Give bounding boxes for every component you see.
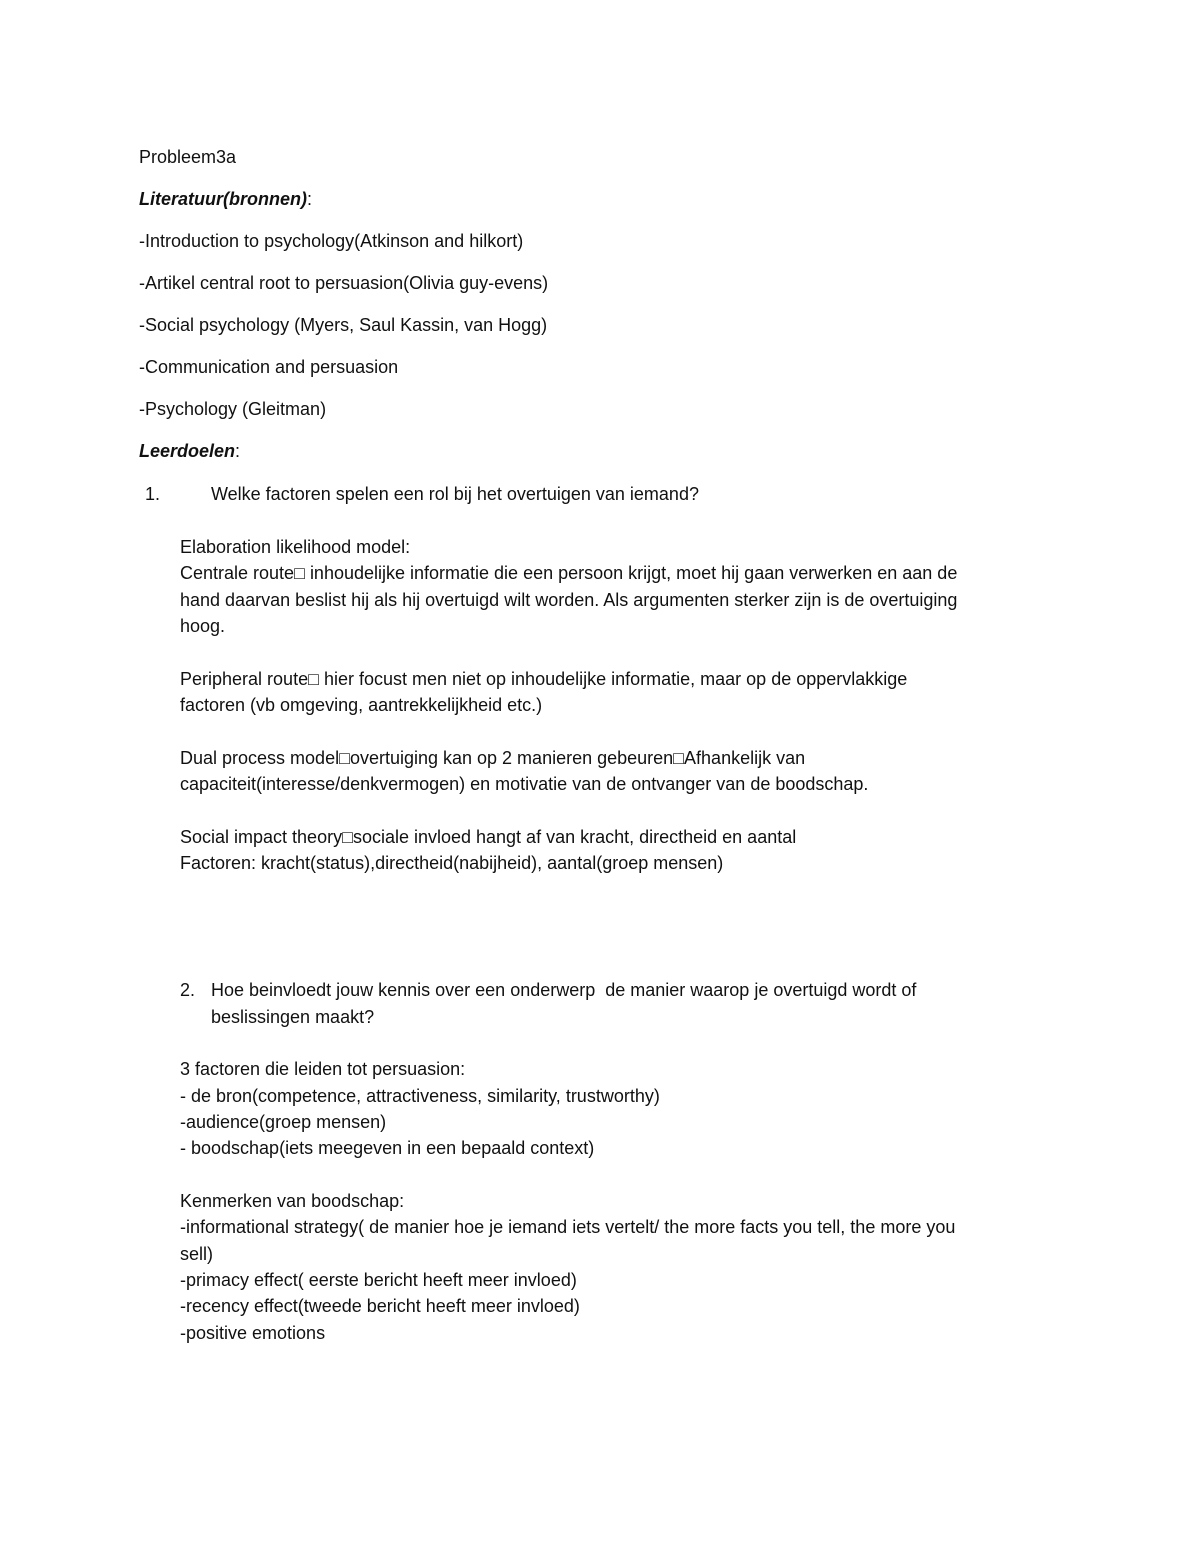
answer-line: hoog. (180, 616, 226, 636)
document-title: Probleem3a (139, 147, 237, 167)
answer-line: -recency effect(tweede bericht heeft meer invloed) (180, 1296, 580, 1316)
literature-colon: : (307, 189, 313, 209)
source-item: -Psychology (Gleitman) (139, 399, 327, 419)
answer-line: -audience(groep mensen) (180, 1112, 387, 1132)
question-2-continued: beslissingen maakt? (211, 1007, 375, 1027)
question-1: Welke factoren spelen een rol bij het overtuigen van iemand? (211, 484, 699, 504)
literature-heading-line (139, 186, 312, 213)
answer-line: -primacy effect( eerste bericht heeft meer invloed) (180, 1270, 577, 1290)
source-item: -Introduction to psychology(Atkinson and hilkort) (139, 231, 524, 251)
answer-line: sell) (180, 1244, 214, 1264)
answer-line: factoren (vb omgeving, aantrekkelijkheid etc.) (180, 695, 543, 715)
goals-heading-line (139, 438, 240, 465)
answer-line: Elaboration likelihood model: (180, 537, 411, 557)
source-item: -Artikel central root to persuasion(Olivia guy-evens) (139, 273, 549, 293)
goals-heading: Leerdoelen (139, 441, 236, 461)
answer-line: hand daarvan beslist hij als hij overtuigd wilt worden. Als argumenten sterker zijn is de overtuiging (180, 590, 958, 610)
question-2: Hoe beinvloedt jouw kennis over een onderwerp de manier waarop je overtuigd wordt of (211, 980, 917, 1000)
answer-line: Centrale route□ inhoudelijke informatie die een persoon krijgt, moet hij gaan verwerken en aan de (180, 563, 958, 583)
answer-line: capaciteit(interesse/denkvermogen) en motivatie van de ontvanger van de boodschap. (180, 774, 869, 794)
answer-line: Social impact theory□sociale invloed hangt af van kracht, directheid en aantal (180, 827, 797, 847)
goals-colon: : (235, 441, 241, 461)
literature-heading: Literatuur(bronnen) (139, 189, 307, 209)
answer-line: - boodschap(iets meegeven in een bepaald context) (180, 1138, 595, 1158)
source-item: -Social psychology (Myers, Saul Kassin, van Hogg) (139, 315, 548, 335)
answer-line: Peripheral route□ hier focust men niet op inhoudelijke informatie, maar op de oppervlakkige (180, 669, 908, 689)
answer-line: 3 factoren die leiden tot persuasion: (180, 1059, 466, 1079)
answer-line: Factoren: kracht(status),directheid(nabijheid), aantal(groep mensen) (180, 853, 724, 873)
answer-line: Dual process model□overtuiging kan op 2 manieren gebeuren□Afhankelijk van (180, 748, 806, 768)
source-item: -Communication and persuasion (139, 357, 399, 377)
answer-line: -informational strategy( de manier hoe je iemand iets vertelt/ the more facts you tell, the more you (180, 1217, 956, 1237)
answer-line: - de bron(competence, attractiveness, similarity, trustworthy) (180, 1086, 660, 1106)
answer-line: -positive emotions (180, 1323, 326, 1343)
list-number: 1. (145, 484, 161, 504)
list-number: 2. (180, 980, 196, 1000)
answer-line: Kenmerken van boodschap: (180, 1191, 405, 1211)
